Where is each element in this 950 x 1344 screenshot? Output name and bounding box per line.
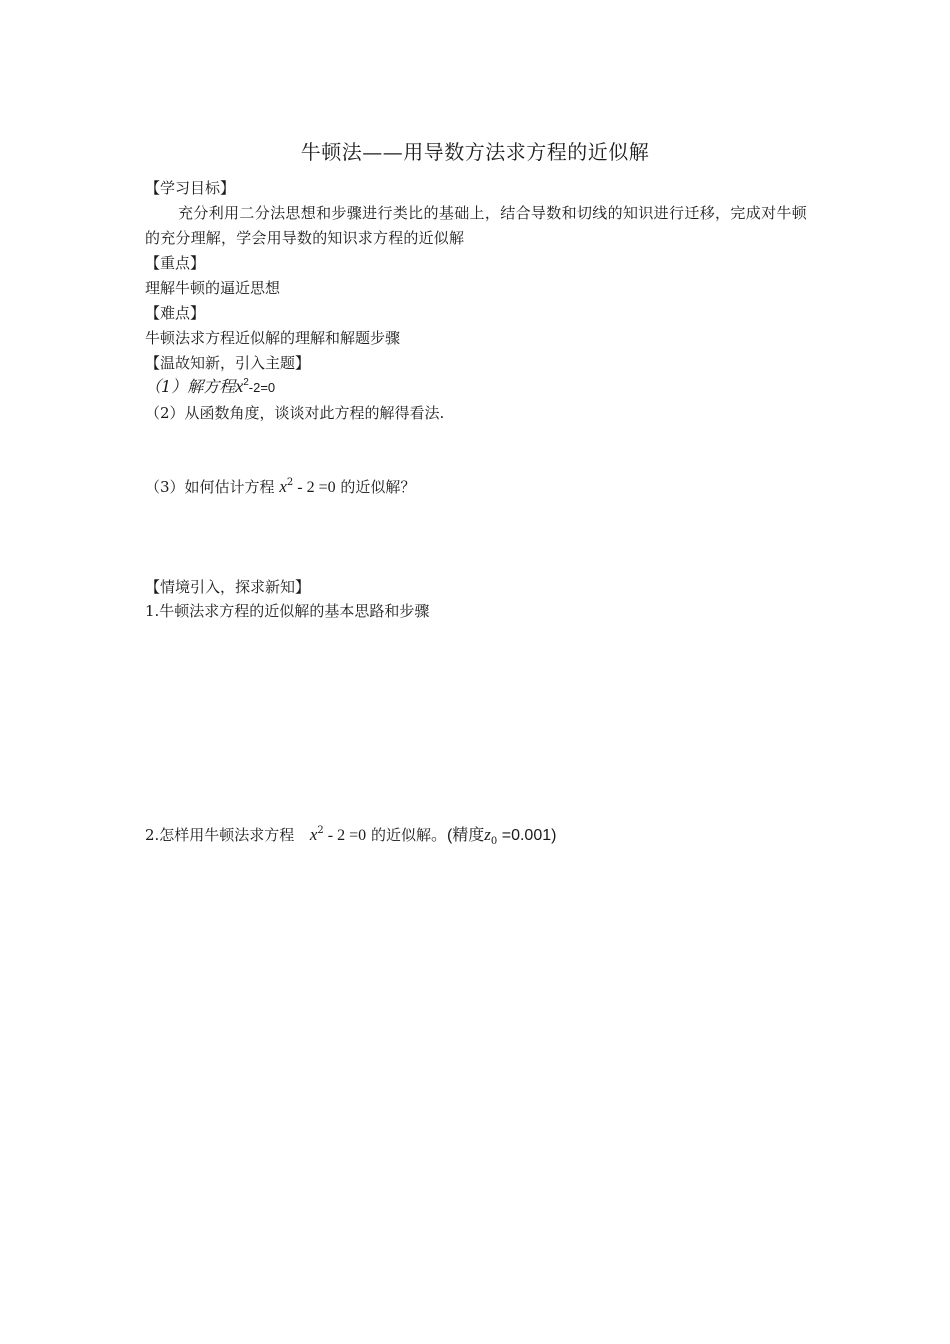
q3-rest: - 2 =0 [293,479,336,496]
item2-prefix: 2.怎样用牛顿法求方程 [145,826,295,844]
key-header: 【重点】 [145,254,206,272]
question-3 [145,477,415,498]
explore-header: 【情境引入，探求新知】 [145,578,311,596]
review-header: 【温故知新，引入主题】 [145,354,311,372]
difficulty-text: 牛顿法求方程近似解的理解和解题步骤 [145,329,401,347]
q1-exp: 2 [243,377,249,388]
item2-sub: 0 [490,836,498,847]
q1-prefix: （1） [145,377,188,396]
item2-tail: =0.001) [497,827,557,844]
q1-var: x [235,376,244,396]
q1-text: 解方程 [187,377,236,396]
item-1: 1.牛顿法求方程的近似解的基本思路和步骤 [145,602,430,620]
key-text: 理解牛顿的逼近思想 [145,279,281,297]
item2-z: z [484,825,491,844]
item-2 [145,825,556,846]
item2-rest: - 2 =0 [323,827,367,844]
item2-exp: 2 [317,825,324,836]
q3-prefix: （3）如何估计方程 [145,478,275,496]
item2-mid: 的近似解 [370,826,431,844]
question-1 [145,376,275,398]
q3-exp: 2 [286,477,294,488]
difficulty-header: 【难点】 [145,304,206,322]
question-2: （2）从函数角度，谈谈对此方程的解得看法. [145,404,445,422]
q1-rest: -2=0 [248,380,276,395]
page-title: 牛顿法——用导数方法求方程的近似解 [300,140,650,164]
goals-header: 【学习目标】 [145,179,236,197]
goals-text: 充分利用二分法思想和步骤进行类比的基础上，结合导数和切线的知识进行迁移，完成对牛顿的充分理解，学会用导数的知识求方程的近似解 [145,204,807,247]
q3-suffix: 的近似解？ [340,478,416,496]
q3-var: x [279,477,287,496]
item2-open: 。(精度 [430,827,485,844]
item2-var: x [309,825,318,844]
